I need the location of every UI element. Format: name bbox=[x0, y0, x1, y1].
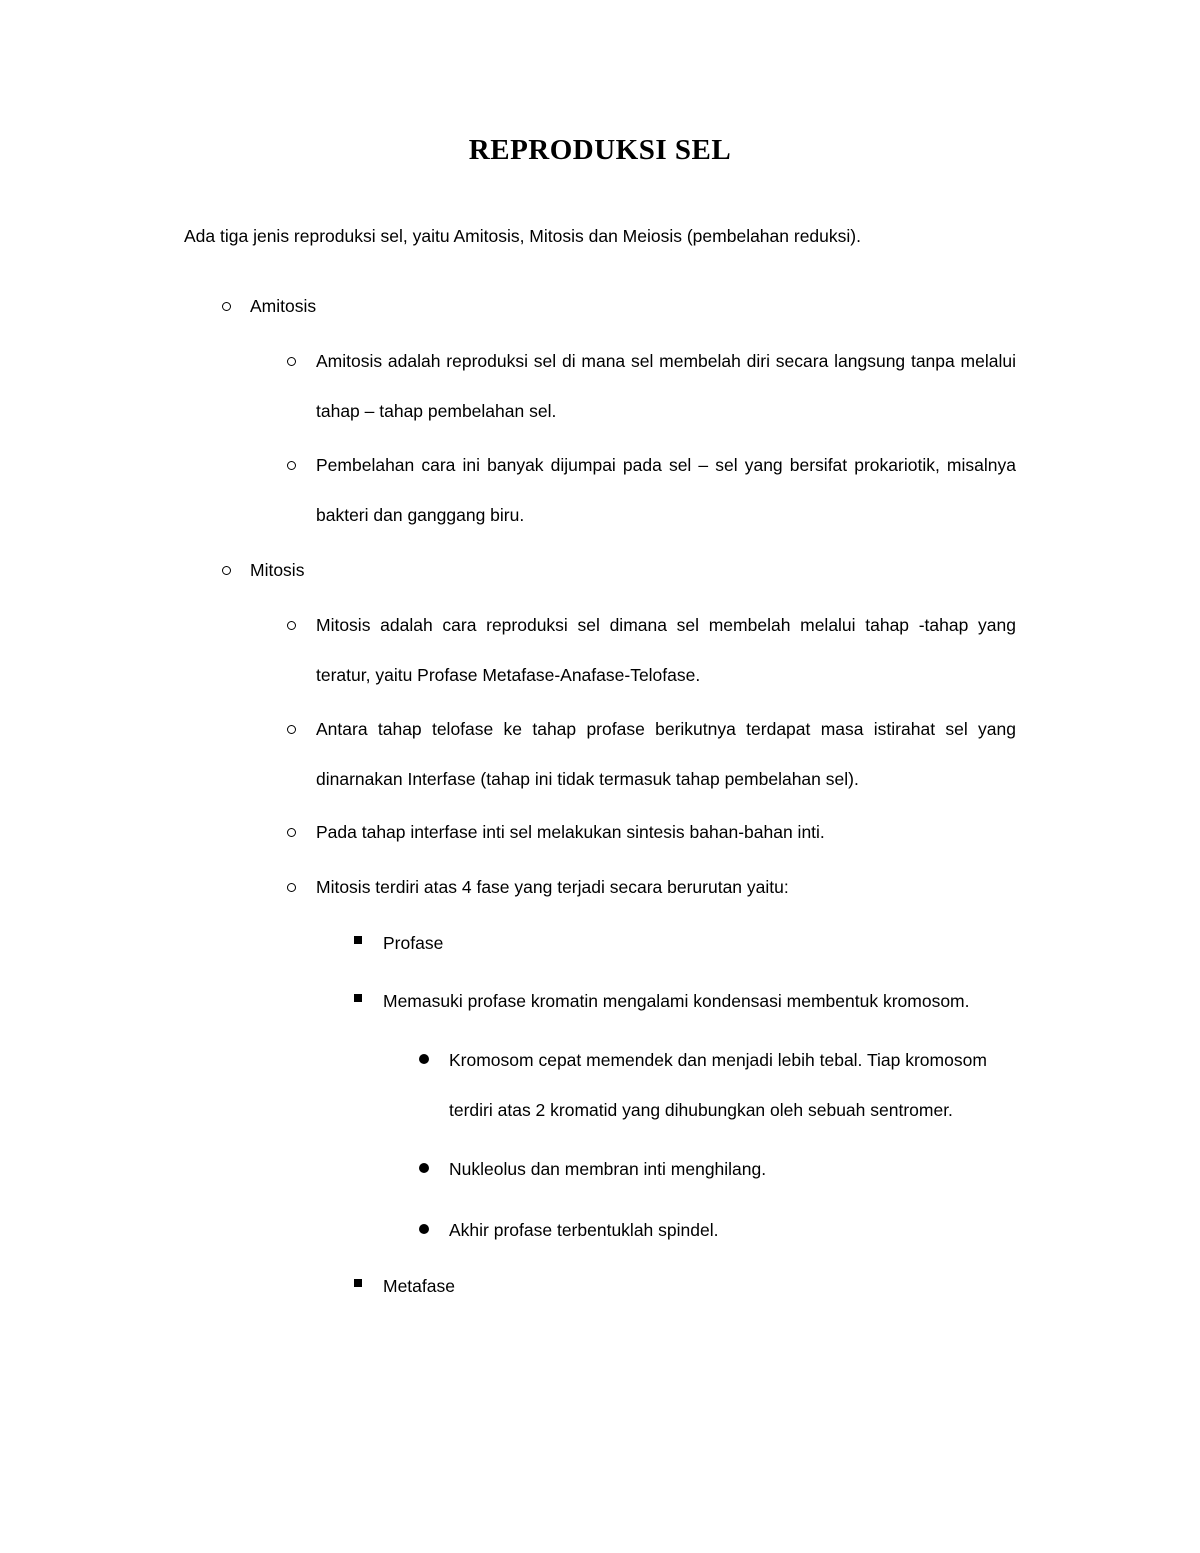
list-item bbox=[316, 862, 1016, 912]
section-heading-mitosis: Mitosis bbox=[250, 560, 305, 580]
square-bullet-icon bbox=[354, 994, 362, 1002]
filled-dot-bullet-icon bbox=[419, 1224, 429, 1234]
hollow-circle-bullet-icon bbox=[287, 828, 296, 837]
profase-detail-2: Nukleolus dan membran inti menghilang. bbox=[449, 1159, 767, 1179]
phase-metafase: Metafase bbox=[383, 1276, 455, 1296]
amitosis-point-1: Amitosis adalah reproduksi sel di mana sel membelah diri secara langsung tanpa melalui tahap – tahap pembelahan sel. bbox=[316, 351, 1016, 421]
hollow-circle-bullet-icon bbox=[287, 725, 296, 734]
mitosis-point-4: Mitosis terdiri atas 4 fase yang terjadi secara berurutan yaitu: bbox=[316, 877, 789, 897]
hollow-circle-bullet-icon bbox=[287, 357, 296, 366]
list-item bbox=[383, 918, 1023, 968]
document-title: REPRODUKSI SEL bbox=[468, 134, 732, 166]
section-heading-amitosis: Amitosis bbox=[250, 296, 317, 316]
filled-dot-bullet-icon bbox=[419, 1054, 429, 1064]
list-item bbox=[449, 1035, 1015, 1135]
amitosis-point-2: Pembelahan cara ini banyak dijumpai pada sel – sel yang bersifat prokariotik, misalnya bakteri dan ganggang biru. bbox=[316, 455, 1016, 525]
profase-detail-3: Akhir profase terbentuklah spindel. bbox=[449, 1220, 719, 1240]
mitosis-point-3: Pada tahap interfase inti sel melakukan sintesis bahan-bahan inti. bbox=[316, 822, 825, 842]
mitosis-point-1: Mitosis adalah cara reproduksi sel dimana sel membelah melalui tahap -tahap yang teratur, yaitu Profase Metafase-Anafase-Telofase. bbox=[316, 615, 1016, 685]
hollow-circle-bullet-icon bbox=[222, 302, 231, 311]
list-item bbox=[383, 976, 1023, 1026]
intro-paragraph: Ada tiga jenis reproduksi sel, yaitu Amitosis, Mitosis dan Meiosis (pembelahan reduksi). bbox=[184, 226, 861, 246]
list-item bbox=[316, 600, 1016, 700]
list-item-mitosis bbox=[250, 545, 1010, 595]
hollow-circle-bullet-icon bbox=[287, 621, 296, 630]
phase-profase: Profase bbox=[383, 933, 444, 953]
list-item bbox=[316, 704, 1016, 804]
list-item bbox=[449, 1144, 1015, 1194]
hollow-circle-bullet-icon bbox=[222, 566, 231, 575]
list-item bbox=[383, 1261, 1023, 1311]
mitosis-point-2: Antara tahap telofase ke tahap profase berikutnya terdapat masa istirahat sel yang dinarnakan Interfase (tahap ini tidak termasuk tahap pembelahan sel). bbox=[316, 719, 1016, 789]
list-item-amitosis bbox=[250, 281, 1010, 331]
profase-description: Memasuki profase kromatin mengalami kondensasi membentuk kromosom. bbox=[383, 991, 970, 1011]
list-item bbox=[316, 807, 1016, 857]
list-item bbox=[316, 440, 1016, 540]
list-item bbox=[316, 336, 1016, 436]
filled-dot-bullet-icon bbox=[419, 1163, 429, 1173]
profase-detail-1: Kromosom cepat memendek dan menjadi lebih tebal. Tiap kromosom terdiri atas 2 kromatid yang dihubungkan oleh sebuah sentromer. bbox=[449, 1050, 987, 1120]
hollow-circle-bullet-icon bbox=[287, 461, 296, 470]
square-bullet-icon bbox=[354, 1279, 362, 1287]
hollow-circle-bullet-icon bbox=[287, 883, 296, 892]
list-item bbox=[449, 1205, 1015, 1255]
square-bullet-icon bbox=[354, 936, 362, 944]
